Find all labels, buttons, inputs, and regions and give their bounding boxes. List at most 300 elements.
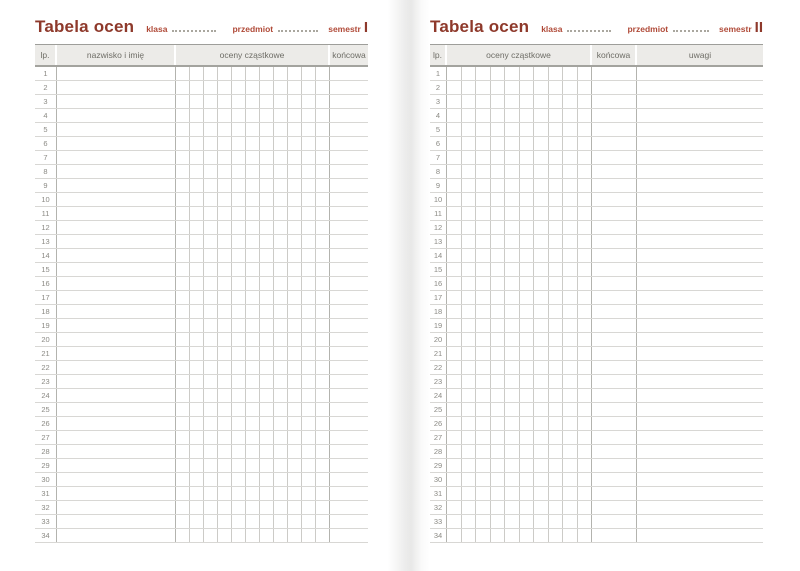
grade-subcell	[505, 67, 520, 80]
grade-subcell	[190, 151, 204, 164]
grade-subcell	[549, 487, 564, 500]
cell-uwagi	[637, 529, 763, 542]
grade-subcell	[476, 81, 491, 94]
grade-subcell	[505, 319, 520, 332]
grade-subcell	[274, 109, 288, 122]
grade-subcell	[176, 179, 190, 192]
grade-subcell	[491, 473, 506, 486]
table-row	[35, 473, 368, 487]
grade-subcell	[447, 319, 462, 332]
grade-subcell	[316, 305, 329, 318]
grade-subcell	[246, 473, 260, 486]
cell-uwagi	[637, 193, 763, 206]
grade-subcell	[549, 67, 564, 80]
cell-final	[330, 305, 368, 318]
grade-subcell	[260, 389, 274, 402]
grade-subcell	[316, 207, 329, 220]
grade-subcell	[476, 235, 491, 248]
table-row	[35, 291, 368, 305]
cell-name	[57, 207, 176, 220]
row-number: 33	[430, 515, 447, 528]
table-row	[35, 235, 368, 249]
grade-subcell	[246, 67, 260, 80]
grade-subcell	[578, 207, 592, 220]
cell-final	[592, 361, 637, 374]
grade-subcell	[549, 403, 564, 416]
grade-subcell	[190, 333, 204, 346]
table-row	[430, 473, 763, 487]
grade-subcell	[260, 361, 274, 374]
row-number: 20	[35, 333, 57, 346]
grade-subcell	[578, 109, 592, 122]
grade-subcell	[578, 319, 592, 332]
cell-uwagi	[637, 263, 763, 276]
cell-uwagi	[637, 81, 763, 94]
row-number: 13	[430, 235, 447, 248]
cell-final	[330, 109, 368, 122]
grade-subcell	[204, 249, 218, 262]
cell-name	[57, 67, 176, 80]
grade-subcell	[447, 151, 462, 164]
grade-subcell	[190, 263, 204, 276]
grade-subcell	[190, 291, 204, 304]
grade-subcell	[505, 361, 520, 374]
grade-subcell	[505, 95, 520, 108]
grade-subcell	[505, 263, 520, 276]
grade-subcell	[218, 67, 232, 80]
grade-subcell	[204, 501, 218, 514]
grade-subcell	[491, 319, 506, 332]
cell-final	[330, 459, 368, 472]
grade-subcell	[288, 529, 302, 542]
grade-subcell	[549, 249, 564, 262]
grade-subcell	[578, 487, 592, 500]
row-number: 34	[430, 529, 447, 542]
grade-subcell	[563, 235, 578, 248]
grade-subcell	[218, 165, 232, 178]
grade-subcell	[476, 263, 491, 276]
row-number: 19	[35, 319, 57, 332]
cell-final	[592, 487, 637, 500]
table-row	[430, 487, 763, 501]
cell-grades	[176, 291, 330, 304]
grade-subcell	[176, 347, 190, 360]
grade-subcell	[491, 179, 506, 192]
grade-subcell	[288, 305, 302, 318]
table-header-row	[430, 45, 763, 67]
grade-subcell	[204, 123, 218, 136]
cell-grades	[447, 95, 592, 108]
cell-final	[592, 347, 637, 360]
row-number: 23	[430, 375, 447, 388]
cell-grades	[447, 487, 592, 500]
grade-subcell	[288, 417, 302, 430]
cell-name	[57, 473, 176, 486]
row-number: 12	[430, 221, 447, 234]
cell-final	[330, 319, 368, 332]
grade-subcell	[447, 235, 462, 248]
grade-subcell	[232, 165, 246, 178]
cell-final	[330, 137, 368, 150]
grade-subcell	[204, 221, 218, 234]
row-number: 31	[35, 487, 57, 500]
cell-grades	[447, 67, 592, 80]
cell-grades	[447, 403, 592, 416]
row-number: 32	[430, 501, 447, 514]
grade-subcell	[563, 361, 578, 374]
cell-name	[57, 319, 176, 332]
row-number: 24	[35, 389, 57, 402]
grade-subcell	[246, 487, 260, 500]
grade-subcell	[190, 319, 204, 332]
grade-subcell	[288, 165, 302, 178]
table-row	[430, 305, 763, 319]
grade-subcell	[316, 123, 329, 136]
grade-subcell	[476, 529, 491, 542]
grade-subcell	[316, 137, 329, 150]
grade-subcell	[462, 361, 477, 374]
grade-subcell	[491, 417, 506, 430]
grade-subcell	[578, 347, 592, 360]
grade-subcell	[176, 529, 190, 542]
grade-subcell	[505, 501, 520, 514]
cell-grades	[176, 235, 330, 248]
cell-name	[57, 305, 176, 318]
grade-table	[430, 44, 763, 543]
grade-subcell	[218, 221, 232, 234]
table-row	[430, 179, 763, 193]
cell-grades	[176, 431, 330, 444]
table-row	[430, 235, 763, 249]
grade-subcell	[218, 263, 232, 276]
grade-subcell	[476, 473, 491, 486]
grade-subcell	[505, 179, 520, 192]
grade-subcell	[190, 179, 204, 192]
row-number: 26	[35, 417, 57, 430]
grade-subcell	[447, 375, 462, 388]
grade-subcell	[260, 249, 274, 262]
grade-subcell	[462, 277, 477, 290]
grade-subcell	[491, 137, 506, 150]
grade-subcell	[232, 277, 246, 290]
grade-subcell	[476, 179, 491, 192]
grade-subcell	[218, 235, 232, 248]
grade-subcell	[274, 193, 288, 206]
grade-subcell	[462, 165, 477, 178]
grade-subcell	[476, 431, 491, 444]
grade-subcell	[274, 333, 288, 346]
grade-subcell	[302, 501, 316, 514]
grade-subcell	[549, 207, 564, 220]
table-header-row	[35, 45, 368, 67]
grade-subcell	[232, 95, 246, 108]
grade-subcell	[274, 291, 288, 304]
cell-final	[330, 221, 368, 234]
grade-subcell	[316, 389, 329, 402]
grade-subcell	[218, 81, 232, 94]
row-number: 20	[430, 333, 447, 346]
cell-name	[57, 347, 176, 360]
grade-subcell	[288, 319, 302, 332]
grade-subcell	[246, 109, 260, 122]
grade-subcell	[549, 221, 564, 234]
cell-uwagi	[637, 319, 763, 332]
grade-subcell	[302, 347, 316, 360]
grade-subcell	[288, 389, 302, 402]
row-number: 2	[35, 81, 57, 94]
row-number: 30	[430, 473, 447, 486]
grade-subcell	[578, 67, 592, 80]
table-row	[35, 501, 368, 515]
cell-grades	[176, 263, 330, 276]
cell-uwagi	[637, 137, 763, 150]
cell-final	[592, 515, 637, 528]
cell-uwagi	[637, 123, 763, 136]
cell-uwagi	[637, 431, 763, 444]
grade-subcell	[274, 515, 288, 528]
grade-subcell	[578, 165, 592, 178]
grade-subcell	[578, 137, 592, 150]
grade-table	[35, 44, 368, 543]
cell-name	[57, 179, 176, 192]
grade-subcell	[462, 445, 477, 458]
cell-grades	[176, 361, 330, 374]
grade-subcell	[447, 179, 462, 192]
grade-subcell	[316, 375, 329, 388]
row-number: 8	[35, 165, 57, 178]
grade-subcell	[520, 165, 535, 178]
cell-final	[330, 445, 368, 458]
grade-subcell	[176, 459, 190, 472]
cell-final	[330, 151, 368, 164]
grade-subcell	[534, 263, 549, 276]
cell-final	[592, 263, 637, 276]
grade-subcell	[204, 473, 218, 486]
grade-subcell	[176, 319, 190, 332]
grade-subcell	[578, 263, 592, 276]
grade-subcell	[563, 263, 578, 276]
grade-subcell	[549, 389, 564, 402]
cell-grades	[176, 137, 330, 150]
grade-subcell	[447, 431, 462, 444]
semester-numeral: II	[754, 19, 763, 36]
grade-subcell	[176, 137, 190, 150]
grade-subcell	[520, 263, 535, 276]
grade-subcell	[288, 95, 302, 108]
grade-subcell	[204, 81, 218, 94]
grade-subcell	[505, 473, 520, 486]
grade-subcell	[218, 487, 232, 500]
grade-subcell	[232, 263, 246, 276]
grade-subcell	[534, 473, 549, 486]
grade-subcell	[232, 473, 246, 486]
grade-subcell	[176, 291, 190, 304]
grade-subcell	[274, 207, 288, 220]
grade-subcell	[218, 137, 232, 150]
cell-uwagi	[637, 375, 763, 388]
grade-subcell	[176, 221, 190, 234]
grade-subcell	[190, 487, 204, 500]
row-number: 15	[430, 263, 447, 276]
grade-subcell	[232, 207, 246, 220]
grade-subcell	[476, 95, 491, 108]
grade-subcell	[218, 501, 232, 514]
grade-subcell	[578, 249, 592, 262]
grade-subcell	[549, 151, 564, 164]
cell-grades	[176, 193, 330, 206]
table-row	[430, 123, 763, 137]
grade-subcell	[274, 235, 288, 248]
grade-subcell	[534, 179, 549, 192]
grade-subcell	[476, 319, 491, 332]
grade-subcell	[260, 487, 274, 500]
grade-subcell	[176, 151, 190, 164]
cell-uwagi	[637, 501, 763, 514]
grade-subcell	[578, 403, 592, 416]
cell-grades	[447, 179, 592, 192]
grade-subcell	[260, 319, 274, 332]
grade-subcell	[246, 179, 260, 192]
row-number: 3	[35, 95, 57, 108]
table-row	[430, 501, 763, 515]
grade-subcell	[491, 207, 506, 220]
grade-subcell	[549, 431, 564, 444]
grade-subcell	[447, 403, 462, 416]
grade-subcell	[491, 333, 506, 346]
grade-subcell	[520, 179, 535, 192]
grade-subcell	[246, 137, 260, 150]
grade-subcell	[520, 529, 535, 542]
grade-subcell	[218, 361, 232, 374]
grade-subcell	[520, 515, 535, 528]
grade-subcell	[218, 305, 232, 318]
grade-subcell	[260, 501, 274, 514]
grade-subcell	[232, 445, 246, 458]
grade-subcell	[274, 473, 288, 486]
grade-subcell	[563, 165, 578, 178]
grade-subcell	[204, 417, 218, 430]
grade-subcell	[549, 81, 564, 94]
grade-subcell	[232, 361, 246, 374]
cell-final	[330, 67, 368, 80]
semester-group	[719, 19, 763, 36]
cell-grades	[447, 81, 592, 94]
grade-subcell	[549, 277, 564, 290]
row-number: 5	[430, 123, 447, 136]
grade-subcell	[520, 207, 535, 220]
cell-final	[592, 389, 637, 402]
grade-subcell	[302, 165, 316, 178]
table-row	[430, 403, 763, 417]
grade-subcell	[218, 277, 232, 290]
table-row	[430, 137, 763, 151]
grade-subcell	[260, 123, 274, 136]
grade-subcell	[316, 179, 329, 192]
grade-subcell	[204, 137, 218, 150]
table-row	[35, 529, 368, 543]
grade-subcell	[260, 403, 274, 416]
grade-subcell	[218, 529, 232, 542]
cell-uwagi	[637, 403, 763, 416]
grade-subcell	[447, 515, 462, 528]
cell-name	[57, 235, 176, 248]
grade-subcell	[534, 95, 549, 108]
grade-subcell	[190, 277, 204, 290]
table-row	[35, 81, 368, 95]
grade-subcell	[476, 193, 491, 206]
cell-final	[330, 207, 368, 220]
grade-subcell	[204, 529, 218, 542]
cell-grades	[447, 445, 592, 458]
grade-subcell	[204, 165, 218, 178]
cell-final	[592, 319, 637, 332]
cell-final	[330, 249, 368, 262]
grade-subcell	[491, 263, 506, 276]
cell-uwagi	[637, 333, 763, 346]
grade-subcell	[302, 361, 316, 374]
cell-grades	[176, 417, 330, 430]
grade-subcell	[447, 123, 462, 136]
grade-subcell	[505, 515, 520, 528]
grade-subcell	[316, 501, 329, 514]
cell-grades	[447, 263, 592, 276]
row-number: 14	[430, 249, 447, 262]
grade-subcell	[534, 529, 549, 542]
grade-subcell	[462, 137, 477, 150]
grade-subcell	[462, 291, 477, 304]
grade-subcell	[476, 459, 491, 472]
grade-subcell	[476, 207, 491, 220]
cell-name	[57, 123, 176, 136]
table-row	[35, 263, 368, 277]
semester-label: semestr	[719, 24, 752, 34]
column-header-final: końcowa	[592, 45, 637, 65]
table-row	[430, 445, 763, 459]
cell-grades	[176, 515, 330, 528]
grade-subcell	[505, 221, 520, 234]
page-title: Tabela ocen	[430, 17, 530, 36]
grade-subcell	[190, 165, 204, 178]
cell-final	[330, 179, 368, 192]
cell-grades	[447, 529, 592, 542]
grade-subcell	[476, 291, 491, 304]
grade-subcell	[563, 291, 578, 304]
grade-subcell	[462, 81, 477, 94]
grade-subcell	[505, 81, 520, 94]
row-number: 6	[35, 137, 57, 150]
grade-subcell	[316, 67, 329, 80]
grade-subcell	[246, 361, 260, 374]
grade-subcell	[246, 417, 260, 430]
grade-subcell	[232, 417, 246, 430]
cell-grades	[447, 319, 592, 332]
grade-subcell	[462, 529, 477, 542]
row-number: 22	[430, 361, 447, 374]
grade-subcell	[505, 109, 520, 122]
cell-grades	[176, 151, 330, 164]
table-row	[35, 333, 368, 347]
subject-dotted-line	[278, 29, 318, 32]
cell-uwagi	[637, 389, 763, 402]
grade-subcell	[491, 291, 506, 304]
grade-subcell	[176, 305, 190, 318]
grade-subcell	[260, 67, 274, 80]
row-number: 17	[35, 291, 57, 304]
grade-subcell	[274, 123, 288, 136]
grade-subcell	[302, 333, 316, 346]
grade-subcell	[246, 291, 260, 304]
grade-subcell	[204, 151, 218, 164]
